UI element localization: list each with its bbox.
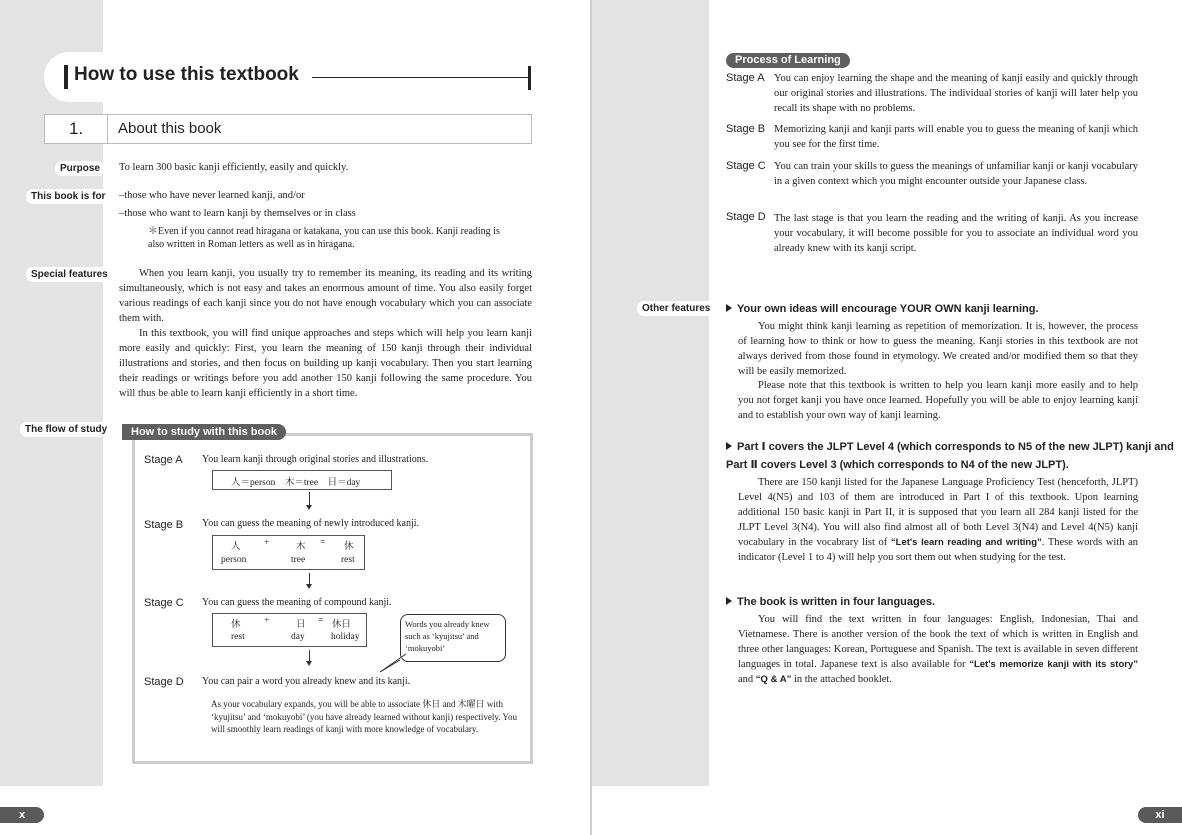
stage-c-plus: + xyxy=(264,616,270,626)
process-stage-b-text: Memorizing kanji and kanji parts will enable you to guess the meaning of kanji which you see for the first time. xyxy=(774,124,1138,150)
audience-label: This book is for xyxy=(26,189,110,204)
flow-stage-b-desc: You can guess the meaning of newly introduced kanji. xyxy=(202,518,419,529)
arrow-a-b-head xyxy=(306,505,312,510)
triangle-bullet-icon xyxy=(726,597,732,605)
flow-label: The flow of study xyxy=(20,422,112,437)
stage-b-meaning-3: rest xyxy=(341,555,355,565)
feature-3-heading-text: The book is written in four languages. xyxy=(737,596,936,608)
other-features-label: Other features xyxy=(637,301,715,316)
flow-stage-c-label: Stage C xyxy=(144,597,184,609)
flow-stage-a-desc: You learn kanji through original stories and illustrations. xyxy=(202,454,429,465)
stage-c-meaning-1: rest xyxy=(231,632,245,642)
process-stage-b-label: Stage B xyxy=(726,123,766,135)
feature-2-heading-line-1: Part Ⅰ covers the JLPT Level 4 (which corresponds to N5 of the new JLPT) kanji and xyxy=(737,441,1174,453)
stage-a-kanji-box xyxy=(212,470,392,490)
feature-1-para-2: Please note that this textbook is written to help you learn kanji more easily and to help you not forget kanji you have once learned. Hopefully you will be able to enjoy learning kanji and to establish your own way of kanji learning. xyxy=(738,380,1138,421)
stage-c-equals: = xyxy=(318,616,324,626)
triangle-bullet-icon xyxy=(726,442,732,450)
purpose-label: Purpose xyxy=(55,161,105,176)
feature-1-heading xyxy=(726,303,1039,315)
arrow-c-d-head xyxy=(306,661,312,666)
stage-c-kanji-box xyxy=(212,613,367,647)
purpose-text: To learn 300 basic kanji efficiently, easily and quickly. xyxy=(119,162,349,173)
process-stage-d-text: The last stage is that you learn the reading and the writing of kanji. As you increase your vocabulary, it will become possible for you to associate an individual word you already knew with its kanji script. xyxy=(774,213,1138,254)
stage-b-meaning-1: person xyxy=(221,555,247,565)
flow-stage-c-desc: You can guess the meaning of compound kanji. xyxy=(202,597,392,608)
title-accent-bar xyxy=(64,65,68,89)
process-stage-a-label: Stage A xyxy=(726,72,765,84)
feature-2-para-text-a: There are 150 kanji listed for the Japanese Language Proficiency Test (henceforth, JLPT) Level 4(N5) and 103 of them are introduced in Part I of this textbook. Upon learning additional 150 basic kanji in Part II, it is supposed that you learn all 284 kanji listed for the JLPT Level 3(N4). You will also find almost all of both Level 3(N4) and Level 4(N5) kanji vocabulary in the vocabrary list of xyxy=(738,477,1138,548)
title-rule-end xyxy=(528,66,531,90)
feature-3-heading xyxy=(726,596,935,608)
stage-c-kanji-3: 休日 xyxy=(332,620,352,630)
process-stage-c-label: Stage C xyxy=(726,160,766,172)
speech-bubble: Words you already knew such as ‘kyujitsu’ and ‘mokuyobi’ xyxy=(400,614,506,662)
feature-2-para xyxy=(738,475,1138,565)
stage-b-kanji-3: 休 xyxy=(344,542,354,552)
process-stage-d-label: Stage D xyxy=(726,211,766,223)
section-divider xyxy=(107,115,108,143)
feature-2-heading-line-2: Part Ⅱ covers Level 3 (which corresponds to N4 of the new JLPT). xyxy=(726,459,1069,471)
audience-line-1: –those who have never learned kanji, and/or xyxy=(119,190,305,201)
special-features-para-1: When you learn kanji, you usually try to remember its meaning, its reading and its writing simultaneously, which is not easy and takes an enormous amount of time. You also easily forget various readings of each kanji since you do not have enough vocabulary which you can associate them with. xyxy=(119,268,532,324)
page-number-right: xi xyxy=(1138,807,1182,823)
feature-3-para-text-a: You will find the text written in four languages: English, Indonesian, Thai and Vietnamese. There is another version of the book the text of which is written in English and three other languages: Korean, Portuguese and Spanish. The text is available in seven different languages in total. Japanese text is also available for xyxy=(738,614,1138,670)
process-of-learning-tab: Process of Learning xyxy=(726,53,850,68)
flow-stage-d-note: As your vocabulary expands, you will be able to associate 休日 and 木曜日 with ‘kyujitsu’ and ‘mokuyobi’ (you have already learned without kanji) respectively. You will smoothly learn readings of kanji with more knowledge of vocabulary. xyxy=(211,699,518,734)
audience-line-2: –those who want to learn kanji by themselves or in class xyxy=(119,208,356,219)
section-title: About this book xyxy=(118,120,222,137)
stage-c-meaning-2: day xyxy=(291,632,305,642)
special-features-label: Special features xyxy=(26,267,113,282)
title-rule xyxy=(312,77,530,78)
flow-stage-a-label: Stage A xyxy=(144,454,183,466)
section-number: 1. xyxy=(69,119,84,138)
process-stage-c-text: You can train your skills to guess the meanings of unfamiliar kanji or kanji vocabulary in a given context which you might encounter outside your Japanese class. xyxy=(774,161,1138,187)
feature-3-para-text-mid: and xyxy=(738,674,756,685)
speech-bubble-tail xyxy=(378,652,408,674)
feature-3-para-text-end: in the attached booklet. xyxy=(791,674,892,685)
arrow-a-b xyxy=(309,492,310,506)
feature-3-bold-title-1: “Let's memorize kanji with its story” xyxy=(969,659,1138,670)
stage-b-equals: = xyxy=(320,538,326,548)
right-margin-band xyxy=(592,0,709,786)
flow-stage-d-desc: You can pair a word you already knew and its kanji. xyxy=(202,676,411,687)
stage-b-kanji-2: 木 xyxy=(296,542,306,552)
page-title: How to use this textbook xyxy=(74,64,299,85)
section-header xyxy=(44,114,532,144)
stage-c-kanji-1: 休 xyxy=(231,620,241,630)
stage-b-kanji-box xyxy=(212,535,365,570)
feature-1-para-1: You might think kanji learning as repetition of memorization. It is, however, the process of learning how to think or how to guess the meaning. Kanji stories in this textbook are not always derived from those found in etymology. We created and/or modified them so that they will be easily memorized. xyxy=(738,321,1138,377)
flow-stage-b-label: Stage B xyxy=(144,519,184,531)
triangle-bullet-icon xyxy=(726,304,732,312)
special-features-para-2: In this textbook, you will find unique approaches and steps which will help you learn kanji more easily and quickly: First, you learn the meaning of 150 kanji through their individual illustrations and stories, and then focus on building up kanji vocabulary. Then you start learning their readings or writings before you add another 150 kanji following the same procedure. You will thus be able to learn kanji efficiently in a short time. xyxy=(119,328,532,399)
feature-3-para xyxy=(738,612,1138,687)
feature-2-para-text-b: . These words with an indicator (Level 1 to 4) will help you sort them out when studying for the test. xyxy=(738,537,1138,563)
process-stage-a-text: You can enjoy learning the shape and the meaning of kanji easily and quickly through our original stories and illustrations. The individual stories of kanji will later help you recall its shape with no problems. xyxy=(774,73,1138,114)
feature-1-heading-text: Your own ideas will encourage YOUR OWN kanji learning. xyxy=(737,303,1039,315)
stage-b-kanji-1: 人 xyxy=(231,542,241,552)
feature-2-heading xyxy=(726,440,1174,453)
feature-3-bold-title-2: “Q & A” xyxy=(755,674,792,685)
stage-c-kanji-2: 日 xyxy=(296,620,306,630)
stage-b-plus: + xyxy=(264,538,270,548)
audience-note: ＊Even if you cannot read hiragana or katakana, you can use this book. Kanji reading is also written in Roman letters as well as in hiragana. xyxy=(148,226,500,250)
feature-2-bold-title: “Let's learn reading and writing” xyxy=(890,537,1042,548)
flow-stage-d-label: Stage D xyxy=(144,676,184,688)
study-flow-tab: How to study with this book xyxy=(122,424,286,440)
stage-a-kanji-meanings: 人＝person 木＝tree 日＝day xyxy=(231,478,361,488)
stage-b-meaning-2: tree xyxy=(291,555,306,565)
stage-c-meaning-3: holiday xyxy=(331,632,360,642)
page-number-left: x xyxy=(0,807,44,823)
arrow-b-c-head xyxy=(306,584,312,589)
